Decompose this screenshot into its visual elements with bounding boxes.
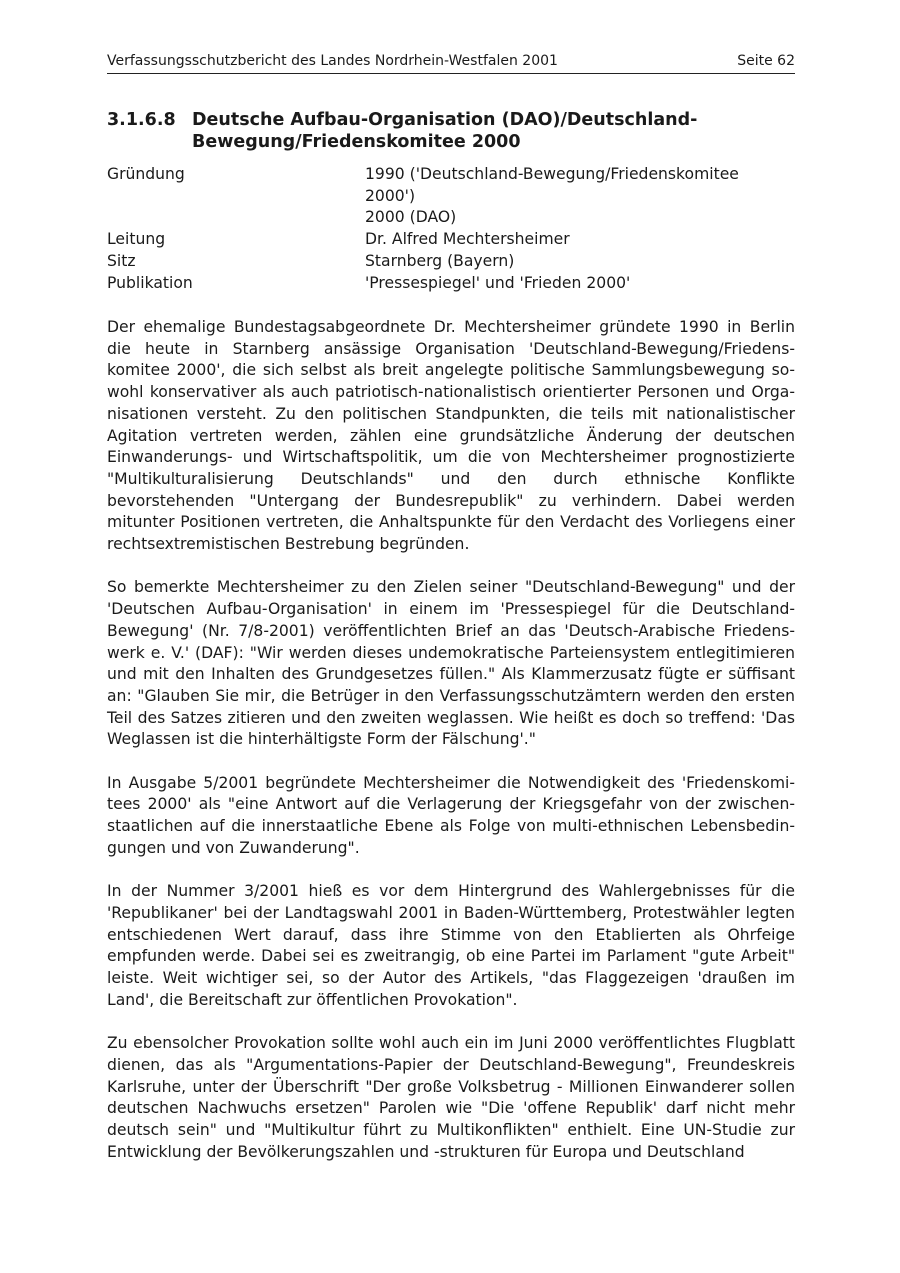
fact-value-line: Dr. Alfred Mechtersheimer <box>365 230 570 249</box>
paragraph: Der ehemalige Bundestagsabgeordnete Dr. Mechtersheimer gründete 1990 in Berlin die heute in Starnberg ansässige Organisation 'Deutschland-Bewegung/Friedenskomitee 2000', die sich selbst als breit angelegte politische Sammlungsbewegung sowohl konservativer als auch patriotisch-nationalistisch orientierter Personen und Organisationen versteht. Zu den politischen Standpunkten, die teils mit nationalistischer Agitation vertreten werden, zählen eine grundsätzliche Änderung der deutschen Einwanderungs- und Wirtschaftspolitik, um die von Mechtersheimer prognostizierte "Multikulturalisierung Deutschlands" und den durch ethnische Konflikte bevorstehenden "Untergang der Bundesrepublik" zu verhindern. Dabei werden mitunter Positionen vertreten, die Anhaltspunkte für den Verdacht des Vorliegens einer rechtsextremistischen Bestrebung begründen. <box>107 318 795 554</box>
paragraph: So bemerkte Mechtersheimer zu den Zielen seiner "Deutschland-Bewegung" und der 'Deutschen Aufbau-Organisation' in einem im 'Pressespiegel für die Deutschland-Bewegung' (Nr. 7/8-2001) veröffentlichten Brief an das 'Deutsch-Arabische Friedenswerk e. V.' (DAF): "Wir werden dieses undemokratische Parteiensystem entlegitimieren und mit den Inhalten des Grundgesetzes füllen." Als Klammerzusatz fügte er süffisant an: "Glauben Sie mir, die Betrüger in den Verfassungsschutzämtern werden den ersten Teil des Satzes zitieren und den zweiten weglassen. Wie heißt es doch so treffend: 'Das Weglassen ist die hinterhältigste Form der Fälschung'." <box>107 578 795 749</box>
fact-value-line: 'Pressespiegel' und 'Frieden 2000' <box>365 273 631 292</box>
fact-value-line: 2000 (DAO) <box>365 208 457 227</box>
page-number: Seite 62 <box>737 53 795 69</box>
paragraph: Zu ebensolcher Provokation sollte wohl auch ein im Juni 2000 veröffentlichtes Flugblatt dienen, das als "Argumentations-Papier der Deutschland-Bewegung", Freundeskreis Karlsruhe, unter der Überschrift "Der große Volksbetrug - Millionen Einwanderer sollen deutschen Nachwuchs ersetzen" Parolen wie "Die 'offene Republik' darf nicht mehr deutsch sein" und "Multikultur führt zu Multikonflikten" enthielt. Eine UN-Studie zur Entwicklung der Bevölkerungszahlen und -strukturen für Europa und Deutschland <box>107 1034 795 1161</box>
fact-value-line: Starnberg (Bayern) <box>365 251 515 270</box>
paragraph: In der Nummer 3/2001 hieß es vor dem Hintergrund des Wahlergebnisses für die 'Republikaner' bei der Landtagswahl 2001 in Baden-Württemberg, Protestwähler legten entschiedenen Wert darauf, dass ihre Stimme von den Etablierten als Ohrfeige empfunden werde. Dabei sei es zweitrangig, ob eine Partei im Parlament "gute Arbeit" leiste. Weit wichtiger sei, so der Autor des Artikels, "das Flaggezeigen 'draußen im Land', die Bereitschaft zur öffentlichen Provokation". <box>107 882 795 1009</box>
fact-value-line: 1990 ('Deutschland-Bewegung/Friedenskomitee 2000') <box>365 165 739 205</box>
fact-label: Sitz <box>107 251 136 270</box>
facts-table <box>107 164 795 294</box>
fact-value <box>365 164 765 229</box>
section-title: Deutsche Aufbau-Organisation (DAO)/Deutschland-Bewegung/Friedenskomitee 2000 <box>192 110 698 152</box>
fact-value <box>365 273 765 295</box>
fact-value <box>365 251 765 273</box>
body-text <box>107 317 795 1185</box>
fact-label: Gründung <box>107 165 185 183</box>
fact-row-gruendung <box>107 164 795 229</box>
section-heading <box>107 109 795 153</box>
section-number: 3.1.6.8 <box>107 110 176 130</box>
fact-row-sitz <box>107 251 795 273</box>
running-header <box>107 52 795 74</box>
fact-label: Leitung <box>107 230 166 249</box>
fact-row-publikation <box>107 273 795 295</box>
paragraph: In Ausgabe 5/2001 begründete Mechtersheimer die Notwendigkeit des 'Friedenskomitees 2000' als "eine Antwort auf die Verlagerung der Kriegsgefahr von der zwischenstaatlichen auf die innerstaatliche Ebene als Folge von multi-ethnischen Lebensbedingungen und von Zuwanderung". <box>107 773 795 857</box>
document-title: Verfassungsschutzbericht des Landes Nordrhein-Westfalen 2001 <box>107 53 558 69</box>
fact-row-leitung <box>107 229 795 251</box>
fact-value <box>365 229 765 251</box>
fact-label: Publikation <box>107 273 193 292</box>
